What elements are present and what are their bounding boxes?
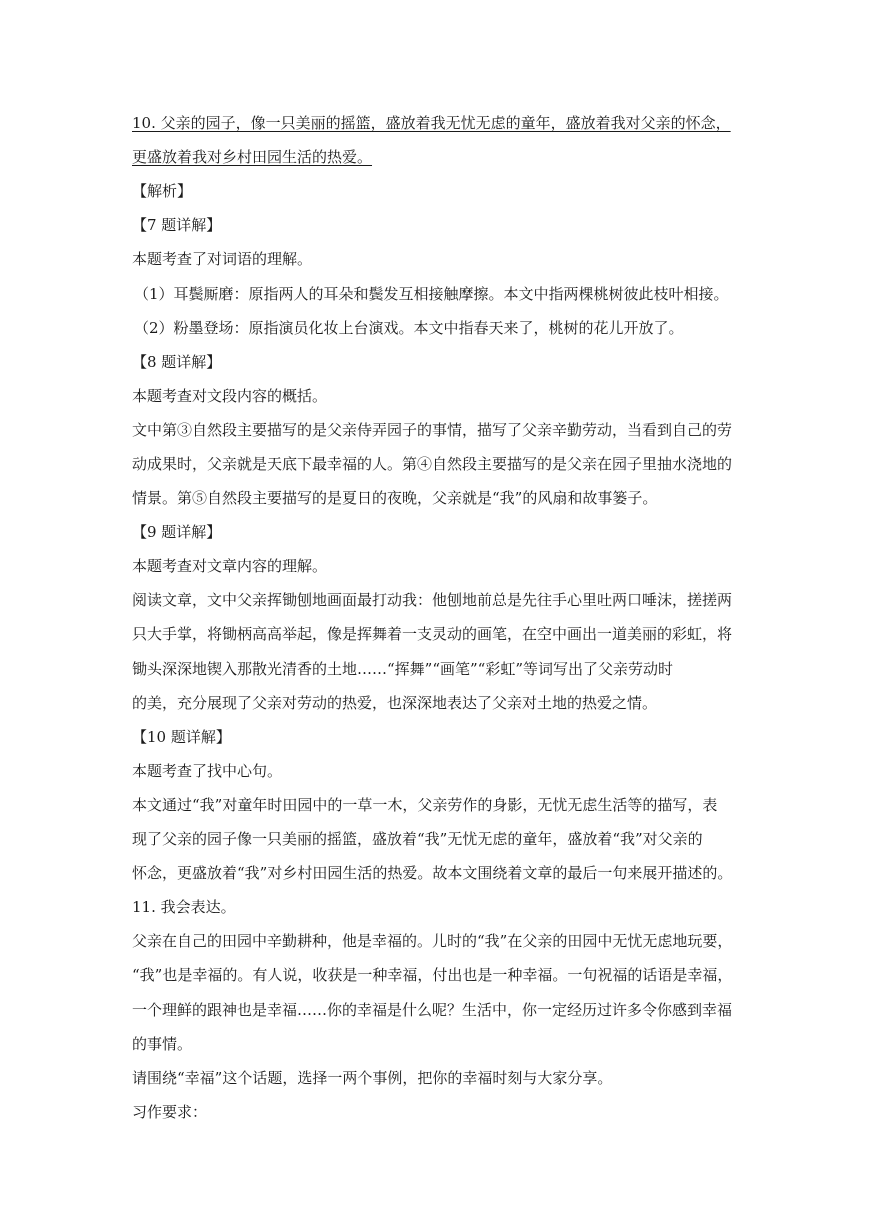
answer-10-line-1: 10. 父亲的园子，像一只美丽的摇篮，盛放着我无忧无虑的童年，盛放着我对父亲的怀念， <box>132 114 731 132</box>
q8-paragraph-line: 动成果时，父亲就是天底下最幸福的人。第④自然段主要描写的是父亲在园子里抽水浇地的 <box>132 455 733 473</box>
q9-text-line: 本题考查对文章内容的理解。 <box>132 557 328 575</box>
q8-text-line: 本题考查对文段内容的概括。 <box>132 387 328 405</box>
q9-paragraph-line: 只大手掌，将锄柄高高举起，像是挥舞着一支灵动的画笔，在空中画出一道美丽的彩虹，将 <box>132 625 733 643</box>
q7-heading: 【7 题详解】 <box>132 216 222 234</box>
q9-heading: 【9 题详解】 <box>132 523 222 541</box>
q7-item-2: （2）粉墨登场：原指演员化妆上台演戏。本文中指春天来了，桃树的花儿开放了。 <box>134 319 684 337</box>
q11-prompt-line: 请围绕“幸福”这个话题，选择一两个事例，把你的幸福时刻与大家分享。 <box>132 1069 613 1087</box>
writing-requirements-heading: 习作要求： <box>132 1103 208 1121</box>
q7-text-line: 本题考查了对词语的理解。 <box>132 250 313 268</box>
q11-paragraph-line: 父亲在自己的田园中辛勤耕种，他是幸福的。儿时的“我”在父亲的田园中无忧无虑地玩要， <box>132 932 733 950</box>
answer-10-line-2: 更盛放着我对乡村田园生活的热爱。 <box>132 148 373 166</box>
q8-paragraph-line: 情景。第⑤自然段主要描写的是夏日的夜晚，父亲就是“我”的风扇和故事篓子。 <box>132 489 658 507</box>
q8-heading: 【8 题详解】 <box>132 353 222 371</box>
q7-item-1: （1）耳鬓厮磨：原指两人的耳朵和鬓发互相接触摩擦。本文中指两棵桃树彼此枝叶相接。 <box>134 285 729 303</box>
q8-paragraph-line: 文中第③自然段主要描写的是父亲侍弄园子的事情，描写了父亲辛勤劳动，当看到自己的劳 <box>132 421 733 439</box>
q9-paragraph-line: 锄头深深地锲入那散光清香的土地……“挥舞”“画笔”“彩虹”等词写出了父亲劳动时 <box>132 660 674 678</box>
q9-paragraph-line: 的美，充分展现了父亲对劳动的热爱，也深深地表达了父亲对土地的热爱之情。 <box>132 694 658 712</box>
q11-paragraph-line: “我”也是幸福的。有人说，收获是一种幸福，付出也是一种幸福。一句祝福的话语是幸福， <box>132 966 733 984</box>
q9-paragraph-line: 阅读文章，文中父亲挥锄刨地画面最打动我：他刨地前总是先往手心里吐两口唾沫，搓搓两 <box>132 591 733 609</box>
q10-paragraph-line: 本文通过“我”对童年时田园中的一草一木，父亲劳作的身影，无忧无虑生活等的描写，表 <box>132 796 718 814</box>
analysis-heading: 【解析】 <box>132 182 193 200</box>
q10-paragraph-line: 怀念，更盛放着“我”对乡村田园生活的热爱。故本文围绕着文章的最后一句来展开描述的。 <box>132 864 733 882</box>
q11-heading: 11. 我会表达。 <box>132 898 236 916</box>
q10-text-line: 本题考查了找中心句。 <box>132 762 283 780</box>
q11-paragraph-line: 的事情。 <box>132 1035 193 1053</box>
q10-paragraph-line: 现了父亲的园子像一只美丽的摇篮，盛放着“我”无忧无虑的童年，盛放着“我”对父亲的 <box>132 830 703 848</box>
q11-paragraph-line: 一个理鲜的跟神也是幸福……你的幸福是什么呢？生活中，你一定经历过许多令你感到幸福 <box>132 1001 733 1019</box>
q10-heading: 【10 题详解】 <box>132 728 231 746</box>
